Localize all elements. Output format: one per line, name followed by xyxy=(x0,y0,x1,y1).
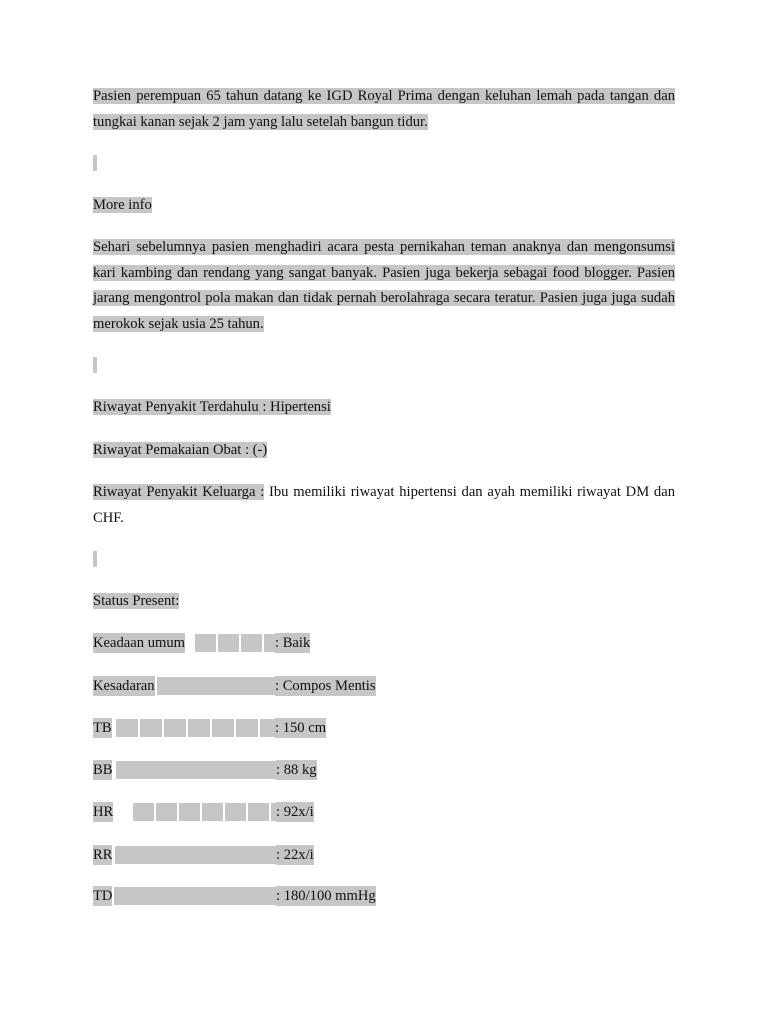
past-illness-text: Riwayat Penyakit Terdahulu : Hipertensi xyxy=(93,399,331,415)
intro-paragraph xyxy=(93,84,675,135)
tab-fill xyxy=(157,677,275,695)
tab-fill xyxy=(241,634,262,652)
tab-fill xyxy=(140,719,162,737)
empty-paragraph-mark-1 xyxy=(93,155,97,171)
family-history-label: Riwayat Penyakit Keluarga : xyxy=(93,484,265,500)
tab-fill xyxy=(195,634,216,652)
status-heading-text: Status Present: xyxy=(93,593,180,609)
more-info-text: Sehari sebelumnya pasien menghadiri acara pesta pernikahan teman anaknya dan mengonsumsi kari kambing dan rendang yang sangat banyak. Pasien juga bekerja sebagai food blogger. Pasien jarang mengontrol pola makan dan tidak pernah berolahraga secara teratur. Pasien juga juga sudah merokok sejak usia 25 tahun. xyxy=(93,239,675,332)
tab-fill xyxy=(133,803,154,821)
status-value: : 88 kg xyxy=(276,762,317,778)
tab-fill xyxy=(116,761,276,779)
tab-fill xyxy=(264,634,275,652)
status-value: : Baik xyxy=(275,635,311,651)
status-label: RR xyxy=(93,847,113,863)
family-history-text: Ibu memiliki riwayat hipertensi dan ayah memiliki riwayat DM dan CHF. xyxy=(93,484,675,526)
status-value: : 180/100 mmHg xyxy=(276,888,376,904)
tab-fill xyxy=(236,719,258,737)
tab-fill xyxy=(225,803,246,821)
medication-text: Riwayat Pemakaian Obat : (-) xyxy=(93,442,268,458)
more-info-heading-text: More info xyxy=(93,197,152,213)
status-label: TD xyxy=(93,888,113,904)
status-label: TB xyxy=(93,720,112,736)
status-label: Kesadaran xyxy=(93,678,155,694)
status-value: : Compos Mentis xyxy=(275,678,376,694)
empty-paragraph-mark-2 xyxy=(93,357,97,373)
status-value: : 150 cm xyxy=(275,720,327,736)
more-info-paragraph xyxy=(93,235,675,337)
tab-fill xyxy=(156,803,177,821)
intro-text: Pasien perempuan 65 tahun datang ke IGD Royal Prima dengan keluhan lemah pada tangan dan tungkai kanan sejak 2 jam yang lalu setelah bangun tidur. xyxy=(93,88,675,130)
tab-fill xyxy=(115,846,276,864)
tab-fill xyxy=(218,634,239,652)
status-label: BB xyxy=(93,762,113,778)
tab-fill xyxy=(248,803,269,821)
tab-fill xyxy=(114,887,276,905)
tab-fill xyxy=(116,719,138,737)
status-value: : 22x/i xyxy=(276,847,314,863)
tab-fill xyxy=(260,719,275,737)
tab-fill xyxy=(212,719,234,737)
tab-fill xyxy=(202,803,223,821)
tab-fill xyxy=(188,719,210,737)
past-illness-line xyxy=(93,397,331,417)
status-label: HR xyxy=(93,804,114,820)
medication-line xyxy=(93,440,267,460)
tab-fill xyxy=(164,719,186,737)
status-label: Keadaan umum xyxy=(93,635,185,651)
family-history-paragraph xyxy=(93,480,675,531)
more-info-heading xyxy=(93,195,152,215)
tab-fill xyxy=(179,803,200,821)
status-value: : 92x/i xyxy=(276,804,314,820)
status-heading xyxy=(93,591,179,611)
empty-paragraph-mark-3 xyxy=(93,551,97,567)
